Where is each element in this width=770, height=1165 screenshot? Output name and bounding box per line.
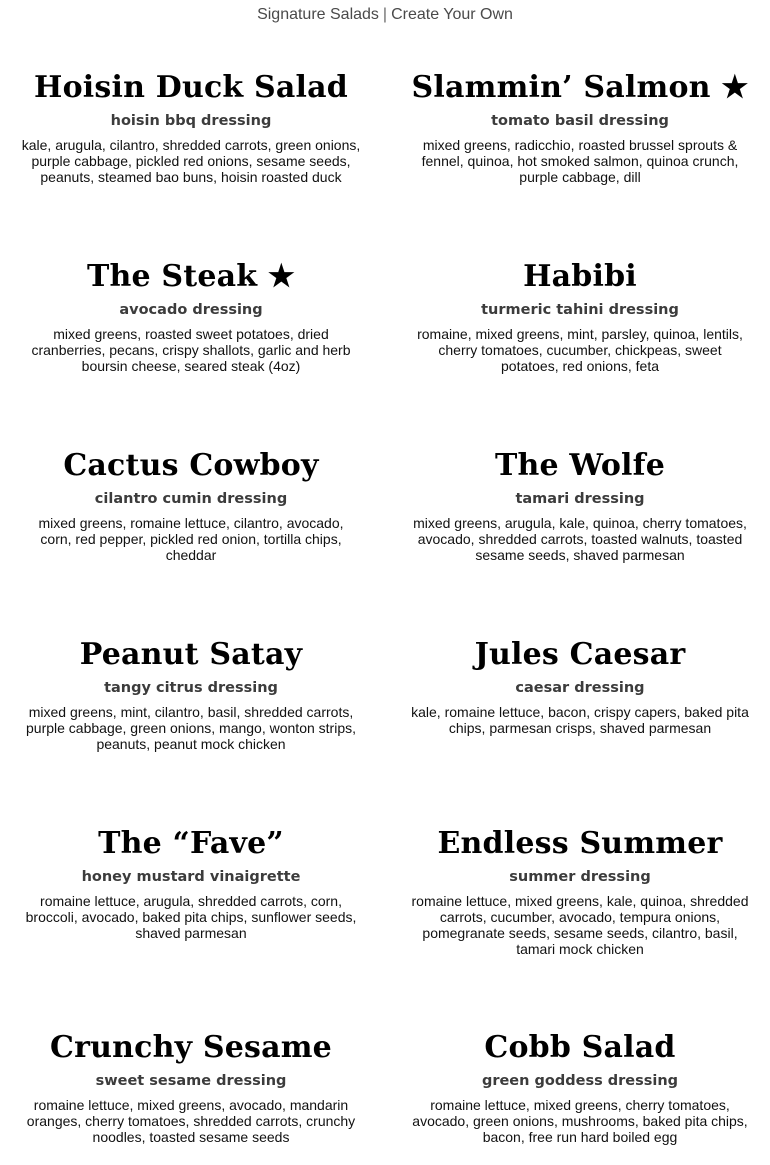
salad-ingredients: mixed greens, arugula, kale, quinoa, cherry tomatoes, avocado, shredded carrots, toasted walnuts, toasted sesame seeds, shaved parmesan xyxy=(413,515,747,563)
salad-ingredients: kale, romaine lettuce, bacon, crispy capers, baked pita chips, parmesan crisps, shaved parmesan xyxy=(411,704,749,736)
salad-dressing: honey mustard vinaigrette xyxy=(81,869,301,885)
salad-ingredients: mixed greens, mint, cilantro, basil, shredded carrots, purple cabbage, green onions, mango, wonton strips, peanuts, peanut mock chicken xyxy=(26,704,356,752)
salad-name: Crunchy Sesame xyxy=(50,1030,332,1065)
salad-card[interactable] xyxy=(16,637,366,752)
tab-signature-salads[interactable]: Signature Salads xyxy=(257,6,379,23)
salad-dressing: tangy citrus dressing xyxy=(104,680,278,696)
salad-card[interactable] xyxy=(405,448,755,563)
salad-card[interactable] xyxy=(16,70,366,185)
salad-ingredients: mixed greens, roasted sweet potatoes, dried cranberries, pecans, crispy shallots, garlic and herb boursin cheese, seared steak (4oz) xyxy=(31,326,351,374)
salad-ingredients: romaine lettuce, arugula, shredded carrots, corn, broccoli, avocado, baked pita chips, sunflower seeds, shaved parmesan xyxy=(25,893,357,941)
salad-ingredients: romaine lettuce, mixed greens, kale, quinoa, shredded carrots, cucumber, avocado, tempura onions, pomegranate seeds, sesame seeds, cilantro, basil, tamari mock chicken xyxy=(411,893,749,957)
salad-card[interactable] xyxy=(16,1030,366,1145)
salad-ingredients: romaine lettuce, mixed greens, avocado, mandarin oranges, cherry tomatoes, shredded carrots, crunchy noodles, toasted sesame seeds xyxy=(26,1097,356,1145)
salad-ingredients: romaine, mixed greens, mint, parsley, quinoa, lentils, cherry tomatoes, cucumber, chickpeas, sweet potatoes, red onions, feta xyxy=(417,326,743,374)
tab-create-your-own[interactable]: Create Your Own xyxy=(391,6,513,23)
salad-card[interactable] xyxy=(16,448,366,563)
salad-ingredients: kale, arugula, cilantro, shredded carrots, green onions, purple cabbage, pickled red onions, sesame seeds, peanuts, steamed bao buns, hoisin roasted duck xyxy=(21,137,361,185)
salad-card[interactable] xyxy=(405,637,755,736)
salad-card[interactable] xyxy=(405,826,755,957)
salad-card[interactable] xyxy=(405,259,755,374)
salad-ingredients: romaine lettuce, mixed greens, cherry tomatoes, avocado, green onions, mushrooms, baked pita chips, bacon, free run hard boiled egg xyxy=(412,1097,748,1145)
salad-dressing: hoisin bbq dressing xyxy=(110,113,272,129)
salad-dressing: turmeric tahini dressing xyxy=(481,302,679,318)
salad-name: Jules Caesar xyxy=(474,637,686,672)
salad-name: The Steak ★ xyxy=(86,259,296,294)
salad-ingredients: mixed greens, radicchio, roasted brussel sprouts & fennel, quinoa, hot smoked salmon, quinoa crunch, purple cabbage, dill xyxy=(421,137,739,185)
salad-name: Peanut Satay xyxy=(79,637,303,672)
salad-card[interactable] xyxy=(16,826,366,941)
salad-name: The Wolfe xyxy=(494,448,666,483)
salad-name: Slammin’ Salmon ★ xyxy=(411,70,749,105)
salad-name: Cactus Cowboy xyxy=(63,448,319,483)
salad-card[interactable] xyxy=(405,1030,755,1145)
salad-name: Habibi xyxy=(523,259,637,294)
salad-dressing: tamari dressing xyxy=(515,491,645,507)
salad-name: The “Fave” xyxy=(98,826,284,861)
salad-ingredients: mixed greens, romaine lettuce, cilantro, avocado, corn, red pepper, pickled red onion, tortilla chips, cheddar xyxy=(38,515,344,563)
salad-name: Cobb Salad xyxy=(484,1030,676,1065)
salad-card[interactable] xyxy=(16,259,366,374)
salad-dressing: avocado dressing xyxy=(119,302,263,318)
salad-dressing: sweet sesame dressing xyxy=(95,1073,287,1089)
salad-name: Hoisin Duck Salad xyxy=(34,70,348,105)
salad-dressing: green goddess dressing xyxy=(481,1073,679,1089)
salad-dressing: cilantro cumin dressing xyxy=(94,491,288,507)
tab-separator: | xyxy=(382,6,388,23)
salad-name: Endless Summer xyxy=(437,826,723,861)
salad-dressing: summer dressing xyxy=(509,869,651,885)
salad-dressing: tomato basil dressing xyxy=(491,113,669,129)
salad-card[interactable] xyxy=(405,70,755,185)
menu-tabs xyxy=(0,6,770,24)
salad-dressing: caesar dressing xyxy=(515,680,645,696)
